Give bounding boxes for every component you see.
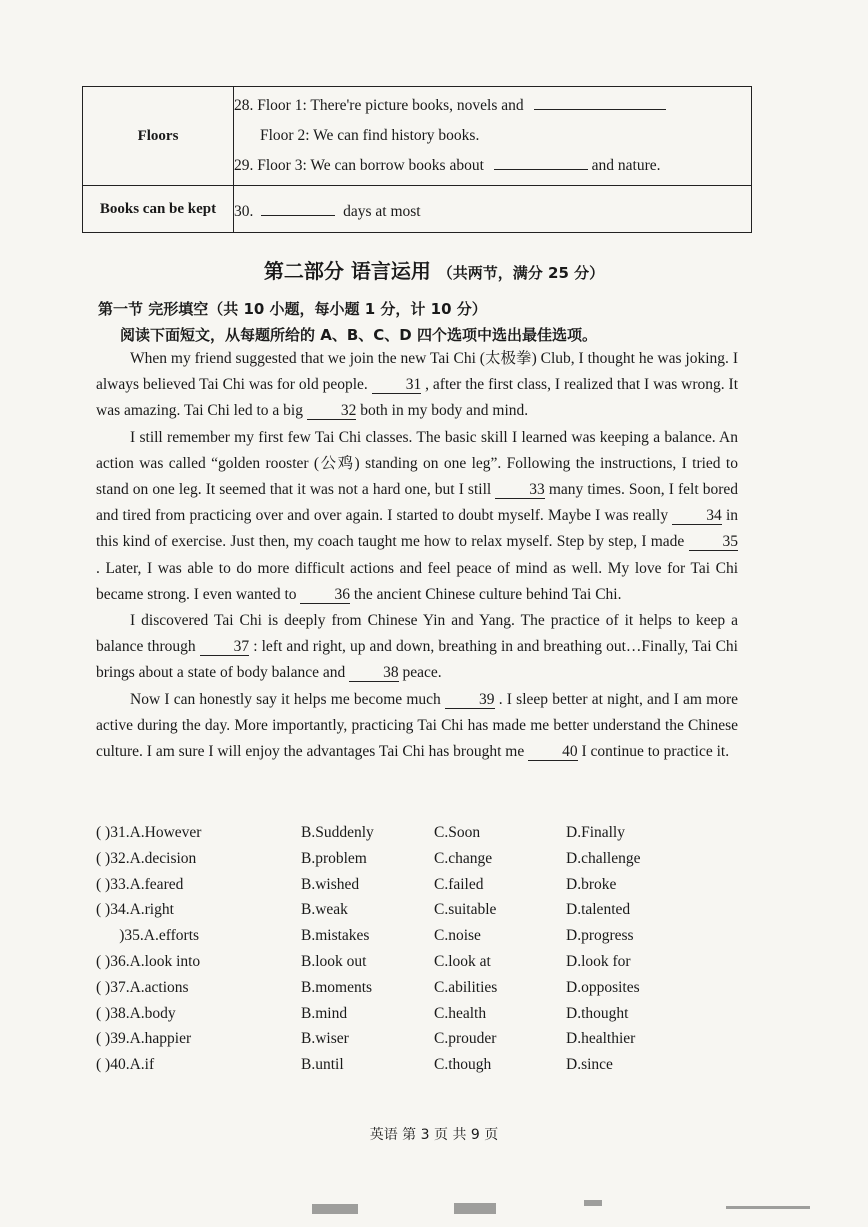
option-d[interactable]: D.progress [566, 927, 634, 945]
passage-text: I discovered Tai Chi is deeply from Chinese Yin and Yang. The practice of it helps to keep a balance through [96, 612, 738, 656]
scan-artifact [312, 1204, 358, 1214]
option-row-32 [96, 846, 736, 872]
option-b[interactable]: B.Suddenly [301, 824, 374, 841]
passage-text: many times. Soon, I felt bored and tired from practicing over and over again. I started to doubt myself. Maybe I was really [96, 481, 738, 525]
passage-text: both in my body and mind. [360, 402, 529, 420]
option-b[interactable]: B.problem [301, 849, 367, 867]
passage-text: peace. [402, 664, 442, 682]
option-c[interactable]: C.prouder [434, 1030, 497, 1048]
option-row-33 [96, 872, 736, 898]
option-row-31 [96, 820, 736, 846]
option-row-36 [96, 949, 736, 975]
instruction-text: 阅读下面短文，从每题所给的 A、B、C、D 四个选项中选出最佳选项。 [120, 326, 597, 344]
option-a[interactable]: ( )32.A.decision [96, 849, 197, 867]
part-title [0, 255, 868, 284]
option-a[interactable]: )35.A.efforts [96, 927, 200, 945]
answer-blank-28[interactable] [534, 91, 666, 110]
option-d[interactable]: D.broke [566, 875, 617, 893]
paragraph-1 [96, 346, 738, 425]
question-30-number: 30. [234, 203, 254, 220]
option-a[interactable]: ( )37.A.actions [96, 978, 189, 996]
option-d[interactable]: D.talented [566, 901, 631, 919]
question-29-text: 29. Floor 3: We can borrow books about [234, 157, 484, 174]
option-d[interactable]: D.challenge [566, 849, 641, 867]
option-row-35 [96, 923, 736, 949]
passage-text: the ancient Chinese culture behind Tai Chi. [353, 585, 622, 603]
floor3-line [234, 151, 751, 181]
option-c[interactable]: C.though [434, 1056, 492, 1074]
scan-artifact [726, 1206, 810, 1209]
answer-blank-30[interactable] [261, 197, 335, 216]
answer-blank-29[interactable] [494, 151, 588, 170]
option-b[interactable]: B.moments [301, 978, 373, 996]
page-footer: 英语 第 3 页 共 9 页 [369, 1127, 499, 1143]
option-b[interactable]: B.wiser [301, 1030, 349, 1048]
option-row-39 [96, 1026, 736, 1052]
keep-content [234, 186, 752, 233]
part-title-sub: （共两节，满分 25 分） [437, 264, 605, 282]
scan-artifact [454, 1203, 496, 1214]
passage-text: in this kind of exercise. Just then, my coach taught me how to relax myself. Step by step, I made [96, 507, 739, 551]
option-a[interactable]: ( )34.A.right [96, 901, 174, 919]
option-a[interactable]: ( )40.A.if [96, 1056, 155, 1074]
gap-32[interactable]: 32 [307, 402, 357, 420]
info-table [82, 86, 752, 233]
gap-39[interactable]: 39 [445, 691, 495, 709]
option-c[interactable]: C.Soon [434, 824, 481, 841]
options-list [96, 820, 736, 1078]
option-c[interactable]: C.noise [434, 927, 481, 945]
passage-text: , after the first class, I realized that I was wrong. It was amazing. Tai Chi led to a big [96, 376, 739, 420]
passage-text: I continue to practice it. [581, 743, 730, 761]
gap-31[interactable]: 31 [372, 376, 422, 394]
option-d[interactable]: D.thought [566, 1004, 629, 1022]
gap-37[interactable]: 37 [200, 638, 250, 656]
option-a[interactable]: ( )31.A.However [96, 824, 202, 841]
paragraph-3 [96, 608, 738, 687]
option-d[interactable]: D.healthier [566, 1030, 636, 1048]
question-29-tail: and nature. [591, 157, 661, 174]
gap-35[interactable]: 35 [689, 533, 739, 551]
option-b[interactable]: B.look out [301, 952, 367, 970]
passage-text: Now I can honestly say it helps me become much [130, 690, 441, 708]
option-d[interactable]: D.opposites [566, 978, 640, 996]
passage-text: : left and right, up and down, breathing in and breathing out…Finally, Tai Chi brings about a state of body balance and [96, 638, 738, 682]
paragraph-4 [96, 687, 738, 766]
option-b[interactable]: B.weak [301, 901, 348, 919]
option-row-37 [96, 975, 736, 1001]
gap-40[interactable]: 40 [528, 743, 578, 761]
passage-text: I still remember my first few Tai Chi classes. The basic skill I learned was keeping a balance. An action was called “golden rooster (公鸡) standing on one leg”. Following the instructions, I tried to stand on one leg. It seemed that it was not a hard one, but I still [96, 428, 738, 499]
cloze-passage [96, 346, 738, 765]
floor2-line: Floor 2: We can find history books. [260, 127, 480, 144]
option-a[interactable]: ( )38.A.body [96, 1004, 176, 1022]
passage-text: When my friend suggested that we join the new Tai Chi (太极拳) Club, I thought he was joking. I always believed Tai Chi was for old people. [96, 350, 738, 394]
option-c[interactable]: C.change [434, 849, 493, 867]
option-d[interactable]: D.Finally [566, 824, 625, 841]
floors-label: Floors [83, 87, 234, 186]
option-a[interactable]: ( )39.A.happier [96, 1030, 192, 1048]
section-title: 第一节 完形填空（共 10 小题，每小题 1 分，计 10 分） [98, 300, 487, 318]
option-b[interactable]: B.until [301, 1056, 344, 1074]
passage-text: . Later, I was able to do more difficult actions and feel peace of mind as well. My love for Tai Chi became strong. I even wanted to [96, 559, 738, 603]
option-d[interactable]: D.look for [566, 952, 631, 970]
question-30-tail: days at most [343, 203, 421, 220]
option-c[interactable]: C.health [434, 1004, 487, 1022]
gap-36[interactable]: 36 [300, 586, 350, 604]
floors-content [234, 87, 752, 186]
option-c[interactable]: C.suitable [434, 901, 497, 919]
option-row-40 [96, 1052, 736, 1078]
option-row-38 [96, 1001, 736, 1027]
gap-33[interactable]: 33 [495, 481, 545, 499]
table-row-keep [83, 186, 752, 233]
floor1-line [234, 91, 751, 121]
option-a[interactable]: ( )36.A.look into [96, 952, 201, 970]
gap-34[interactable]: 34 [672, 507, 722, 525]
option-b[interactable]: B.mistakes [301, 927, 370, 945]
part-title-main: 第二部分 语言运用 [263, 259, 431, 283]
option-d[interactable]: D.since [566, 1056, 613, 1074]
option-row-34 [96, 897, 736, 923]
scan-artifact [584, 1200, 602, 1206]
keep-label: Books can be kept [83, 186, 234, 233]
gap-38[interactable]: 38 [349, 664, 399, 682]
option-c[interactable]: C.failed [434, 875, 484, 893]
option-c[interactable]: C.look at [434, 952, 491, 970]
option-c[interactable]: C.abilities [434, 978, 498, 996]
option-a[interactable]: ( )33.A.feared [96, 875, 184, 893]
option-b[interactable]: B.mind [301, 1004, 348, 1022]
passage-text: . I sleep better at night, and I am more active during the day. More importantly, practicing Tai Chi has made me better understand the Chinese culture. I am sure I will enjoy the advantages Tai Chi has brought me [96, 690, 739, 761]
paragraph-2 [96, 425, 738, 608]
question-28-text: 28. Floor 1: There're picture books, novels and [234, 97, 524, 114]
option-b[interactable]: B.wished [301, 875, 360, 893]
table-row-floors [83, 87, 752, 186]
